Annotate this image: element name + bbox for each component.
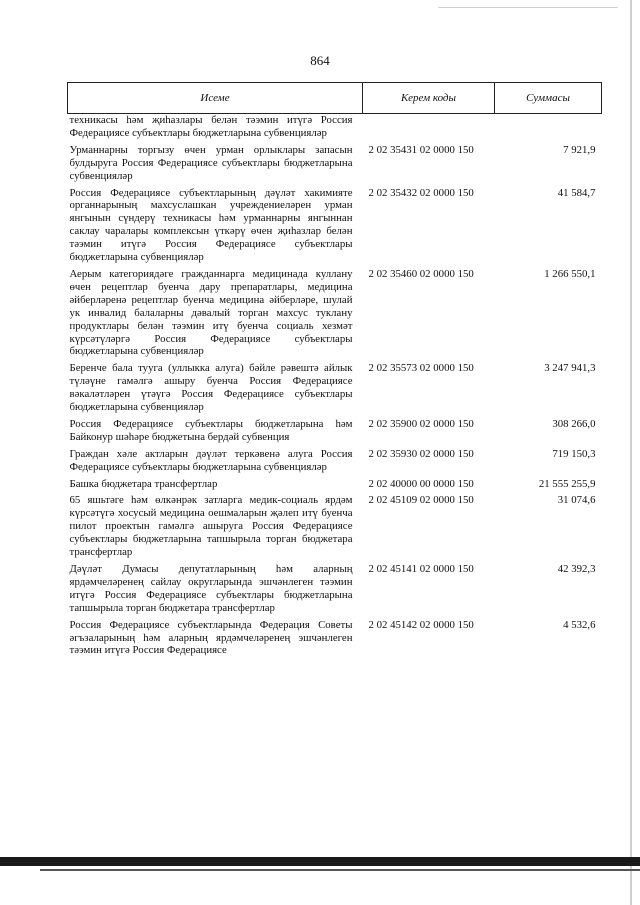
column-header-name: Исеме: [68, 83, 363, 114]
row-code: 2 02 35900 02 0000 150: [368, 417, 474, 430]
row-amount: 7 921,9: [563, 143, 596, 156]
row-amount: 31 074,6: [557, 494, 596, 507]
row-name: Урманнарны торгызу өчен урман орлыклары запасын булдыруга Россия Федерациясе субъектлары бюджетларына субвенцияләр: [69, 143, 353, 182]
row-amount: 21 555 255,9: [538, 477, 596, 490]
table-row: [68, 619, 602, 662]
table-row: [68, 418, 602, 448]
row-amount: 719 150,3: [552, 447, 596, 460]
row-code: 2 02 45142 02 0000 150: [368, 618, 474, 631]
table-row: [68, 187, 602, 268]
row-amount: 4 532,6: [563, 618, 596, 631]
scan-right-edge: [630, 0, 632, 905]
row-name: Дәүләт Думасы депутатларының һәм аларның ярдәмчеләренең сайлау округларында эшчәнлеген тәэмин итүгә Россия Федерациясе субъектлары бюджетларына тапшырыла торган бюджетара трансфертлар: [69, 563, 353, 614]
row-name: Беренче бала туугa (уллыкка алуга) бәйле рәвештә айлык түләүне гамәлгә ашыру буенча Россия Федерациясе вәкаләтләрен үтәүгә Россия Федерациясе субъектлары бюджетларына субвенцияләр: [69, 362, 353, 414]
scan-edge-line: [438, 7, 618, 8]
row-name: Башка бюджетара трансфертлар: [69, 477, 218, 490]
column-header-code: Керем коды: [363, 83, 495, 114]
row-amount: 308 266,0: [552, 417, 596, 430]
row-name: техникасы һәм җиһазлары белән тәэмин итүгә Россия Федерациясе субъектлары бюджетларына субвенцияләр: [69, 114, 353, 139]
table-row: [68, 114, 602, 144]
row-amount: 1 266 550,1: [544, 267, 596, 280]
row-code: 2 02 35460 02 0000 150: [368, 267, 474, 280]
table-row: [68, 362, 602, 418]
row-code: 2 02 45109 02 0000 150: [368, 494, 474, 507]
row-code: 2 02 35432 02 0000 150: [368, 186, 474, 199]
row-amount: [495, 114, 602, 144]
row-name: 65 яшьтәге һәм өлкәнрәк затларга медик-социаль ярдәм күрсәтүгә хосусый медицина оешмаларын җәлеп итү буенча пилот проектын гамәлгә ашыруга Россия Федерациясе субъектлары бюджетларына тапшырыла торган бюджетара трансфертлар: [69, 494, 353, 559]
row-code: 2 02 35431 02 0000 150: [368, 143, 474, 156]
table-row: [68, 144, 602, 187]
row-name: Граждан хәле актларын дәүләт теркәвенә алуга Россия Федерациясе субъектлары бюджетларына субвенцияләр: [69, 447, 353, 473]
table-row: [68, 494, 602, 563]
row-code: 2 02 45141 02 0000 150: [368, 563, 474, 575]
table-row: [68, 448, 602, 478]
row-name: Россия Федерациясе субъектларында Федерация Советы әгъзаларының һәм аларның ярдәмчеләренең эшчәнлеген тәэмин итүгә Россия Федерациясе: [69, 618, 353, 657]
row-code: 2 02 40000 00 0000 150: [368, 477, 474, 490]
table-header-row: [68, 83, 602, 114]
table-row: [68, 563, 602, 619]
row-amount: 41 584,7: [557, 186, 596, 199]
row-name: Россия Федерациясе субъектлары бюджетларына һәм Байконур шәһәре бюджетына бердәй субвенция: [69, 417, 353, 443]
column-header-amount: Суммасы: [495, 83, 602, 114]
scan-bottom-bar: [0, 857, 640, 866]
row-amount: 3 247 941,3: [544, 362, 596, 375]
scan-bottom-line: [40, 869, 640, 871]
row-name: Аерым категориядәге гражданнарга медицинада кулланy өчен рецептлар буенча дару препаратлары, медицина әйберләренә рецептлар буенча медицина әйберләре, шулай ук инвалид балаларны дәвалый торган махсус туклану продуктлары белән тәэмин итү буенча социаль хезмәт күрсәтүләргә Россия Федерациясе субъектлары бюджетларына субвенцияләр: [69, 267, 353, 358]
row-code: 2 02 35573 02 0000 150: [368, 362, 474, 375]
table-row: [68, 268, 602, 362]
budget-table: [67, 82, 602, 661]
row-name: Россия Федерациясе субъектларының дәүләт хакимияте органнарының махсуслашкан учреждениеләрен урман янгынын сүндерү техникасы һәм урманнарны янгыннан саклау чаралары комплексын үткәрү өчен җиһазлар белән тәэмин итүгә Россия Федерациясе субъектлары бюджетларына субвенцияләр: [69, 186, 353, 264]
row-code: 2 02 35930 02 0000 150: [368, 447, 474, 460]
page-number: 864: [310, 53, 330, 68]
row-code: [363, 114, 495, 144]
row-amount: 42 392,3: [557, 563, 596, 575]
table-row: [68, 478, 602, 495]
